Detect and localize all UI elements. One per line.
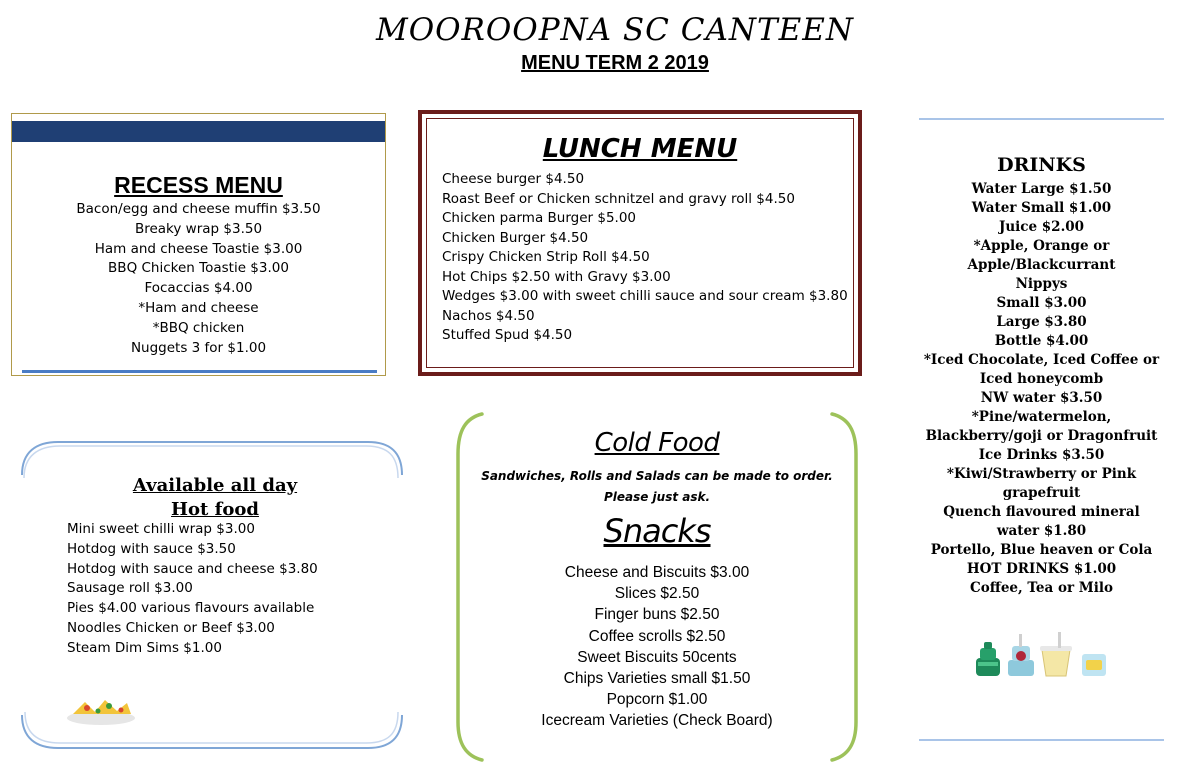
recess-item: BBQ Chicken Toastie $3.00 xyxy=(108,260,289,277)
drinks-item: grapefruit xyxy=(1002,485,1081,501)
lunch-item: Cheese burger $4.50 xyxy=(442,171,585,187)
juice-box-icon xyxy=(1082,654,1106,676)
snacks-left-brace xyxy=(452,410,484,765)
drinks-item: *Iced Chocolate, Iced Coffee or xyxy=(923,352,1160,368)
drinks-item: Large $3.80 xyxy=(996,314,1087,330)
allday-item: Noodles Chicken or Beef $3.00 xyxy=(67,619,275,636)
recess-item: Nuggets 3 for $1.00 xyxy=(130,339,267,356)
drinks-heading: DRINKS xyxy=(997,154,1086,176)
page-subtitle: MENU TERM 2 2019 xyxy=(521,52,709,74)
drinks-item: water $1.80 xyxy=(996,523,1087,539)
drinks-item: Small $3.00 xyxy=(996,295,1087,311)
cold-food-heading: Cold Food xyxy=(594,428,720,458)
snacks-item: Icecream Varieties (Check Board) xyxy=(541,712,773,730)
cold-food-note xyxy=(476,466,838,508)
coffee-machine-icon xyxy=(1008,634,1034,676)
recess-item-list xyxy=(12,200,385,358)
snacks-item: Chips Varieties small $1.50 xyxy=(563,670,751,688)
recess-item: Bacon/egg and cheese muffin $3.50 xyxy=(76,201,321,217)
snacks-item: Sweet Biscuits 50cents xyxy=(577,648,737,666)
drinks-item: Iced honeycomb xyxy=(979,371,1104,387)
drinks-item: Coffee, Tea or Milo xyxy=(970,580,1113,596)
drinks-top-rule xyxy=(919,118,1164,120)
lunch-heading: LUNCH MENU xyxy=(542,134,738,164)
recess-item: Focaccias $4.00 xyxy=(144,280,253,297)
drinks-item: Nippys xyxy=(1015,276,1068,292)
drinks-item: Apple/Blackcurrant xyxy=(967,257,1116,273)
allday-heading-line2: Hot food xyxy=(171,499,259,520)
drinks-item: Water Small $1.00 xyxy=(971,200,1112,216)
allday-item: Sausage roll $3.00 xyxy=(67,580,193,597)
page-title: MOOROOPNA SC CANTEEN xyxy=(375,12,855,48)
nachos-plate-icon xyxy=(65,692,137,726)
snacks-item-list xyxy=(484,562,830,732)
recess-bottom-rule xyxy=(22,370,377,373)
recess-item: *Ham and cheese xyxy=(138,299,259,316)
snacks-item: Finger buns $2.50 xyxy=(594,606,720,624)
snacks-item: Slices $2.50 xyxy=(614,585,700,603)
drinks-illustration xyxy=(972,630,1112,680)
drinks-item: NW water $3.50 xyxy=(980,390,1103,406)
drinks-bottom-rule xyxy=(919,739,1164,741)
recess-item: *BBQ chicken xyxy=(152,319,245,336)
cold-food-note-line1: Sandwiches, Rolls and Salads can be made to order. xyxy=(481,469,833,483)
snacks-item: Coffee scrolls $2.50 xyxy=(588,627,726,645)
drinks-item-list xyxy=(919,180,1164,598)
lunch-item: Chicken Burger $4.50 xyxy=(442,229,589,246)
lunch-item: Wedges $3.00 with sweet chilli sauce and sour cream $3.80 xyxy=(442,288,848,304)
snacks-item: Cheese and Biscuits $3.00 xyxy=(564,564,750,581)
drinks-item: *Kiwi/Strawberry or Pink xyxy=(946,466,1137,482)
cold-food-note-line2: Please just ask. xyxy=(603,490,711,504)
lunch-item: Stuffed Spud $4.50 xyxy=(442,327,573,343)
drinks-item: Ice Drinks $3.50 xyxy=(978,447,1105,463)
allday-item: Steam Dim Sims $1.00 xyxy=(67,639,222,656)
lunch-item: Hot Chips $2.50 with Gravy $3.00 xyxy=(442,268,671,285)
drinks-item: Bottle $4.00 xyxy=(994,333,1089,349)
lunch-item: Crispy Chicken Strip Roll $4.50 xyxy=(442,249,650,265)
drinks-item: Portello, Blue heaven or Cola xyxy=(930,542,1153,558)
drinks-item: Juice $2.00 xyxy=(998,219,1085,235)
recess-item: Breaky wrap $3.50 xyxy=(134,220,263,237)
drinks-item: Quench flavoured mineral xyxy=(943,504,1140,520)
recess-header-bar xyxy=(12,121,385,142)
lunch-item: Chicken parma Burger $5.00 xyxy=(442,210,637,226)
snacks-item: Popcorn $1.00 xyxy=(606,691,708,709)
allday-heading-line1: Available all day xyxy=(132,475,298,496)
allday-item-list xyxy=(67,520,318,659)
lunch-item: Nachos $4.50 xyxy=(442,307,535,324)
recess-heading: RECESS MENU xyxy=(114,172,283,198)
recess-item: Ham and cheese Toastie $3.00 xyxy=(94,240,303,257)
allday-item: Hotdog with sauce and cheese $3.80 xyxy=(67,560,318,577)
drinks-item: *Pine/watermelon, xyxy=(971,409,1112,425)
allday-item: Pies $4.00 various flavours available xyxy=(67,600,315,617)
snacks-right-brace xyxy=(830,410,862,765)
lunch-menu-panel xyxy=(418,110,862,376)
drinks-item: Blackberry/goji or Dragonfruit xyxy=(925,428,1158,444)
allday-item: Hotdog with sauce $3.50 xyxy=(67,540,236,557)
smoothie-cup-icon xyxy=(1040,632,1072,676)
drinks-item: Water Large $1.50 xyxy=(971,181,1112,197)
drinks-item: *Apple, Orange or xyxy=(973,238,1110,254)
allday-heading xyxy=(60,474,370,522)
lunch-item: Roast Beef or Chicken schnitzel and gravy roll $4.50 xyxy=(442,190,795,207)
kettle-icon xyxy=(976,642,1000,676)
drinks-item: HOT DRINKS $1.00 xyxy=(966,561,1117,577)
recess-menu-panel xyxy=(11,113,386,376)
snacks-heading: Snacks xyxy=(603,512,711,550)
lunch-item-list xyxy=(442,170,848,346)
allday-item: Mini sweet chilli wrap $3.00 xyxy=(67,521,255,537)
